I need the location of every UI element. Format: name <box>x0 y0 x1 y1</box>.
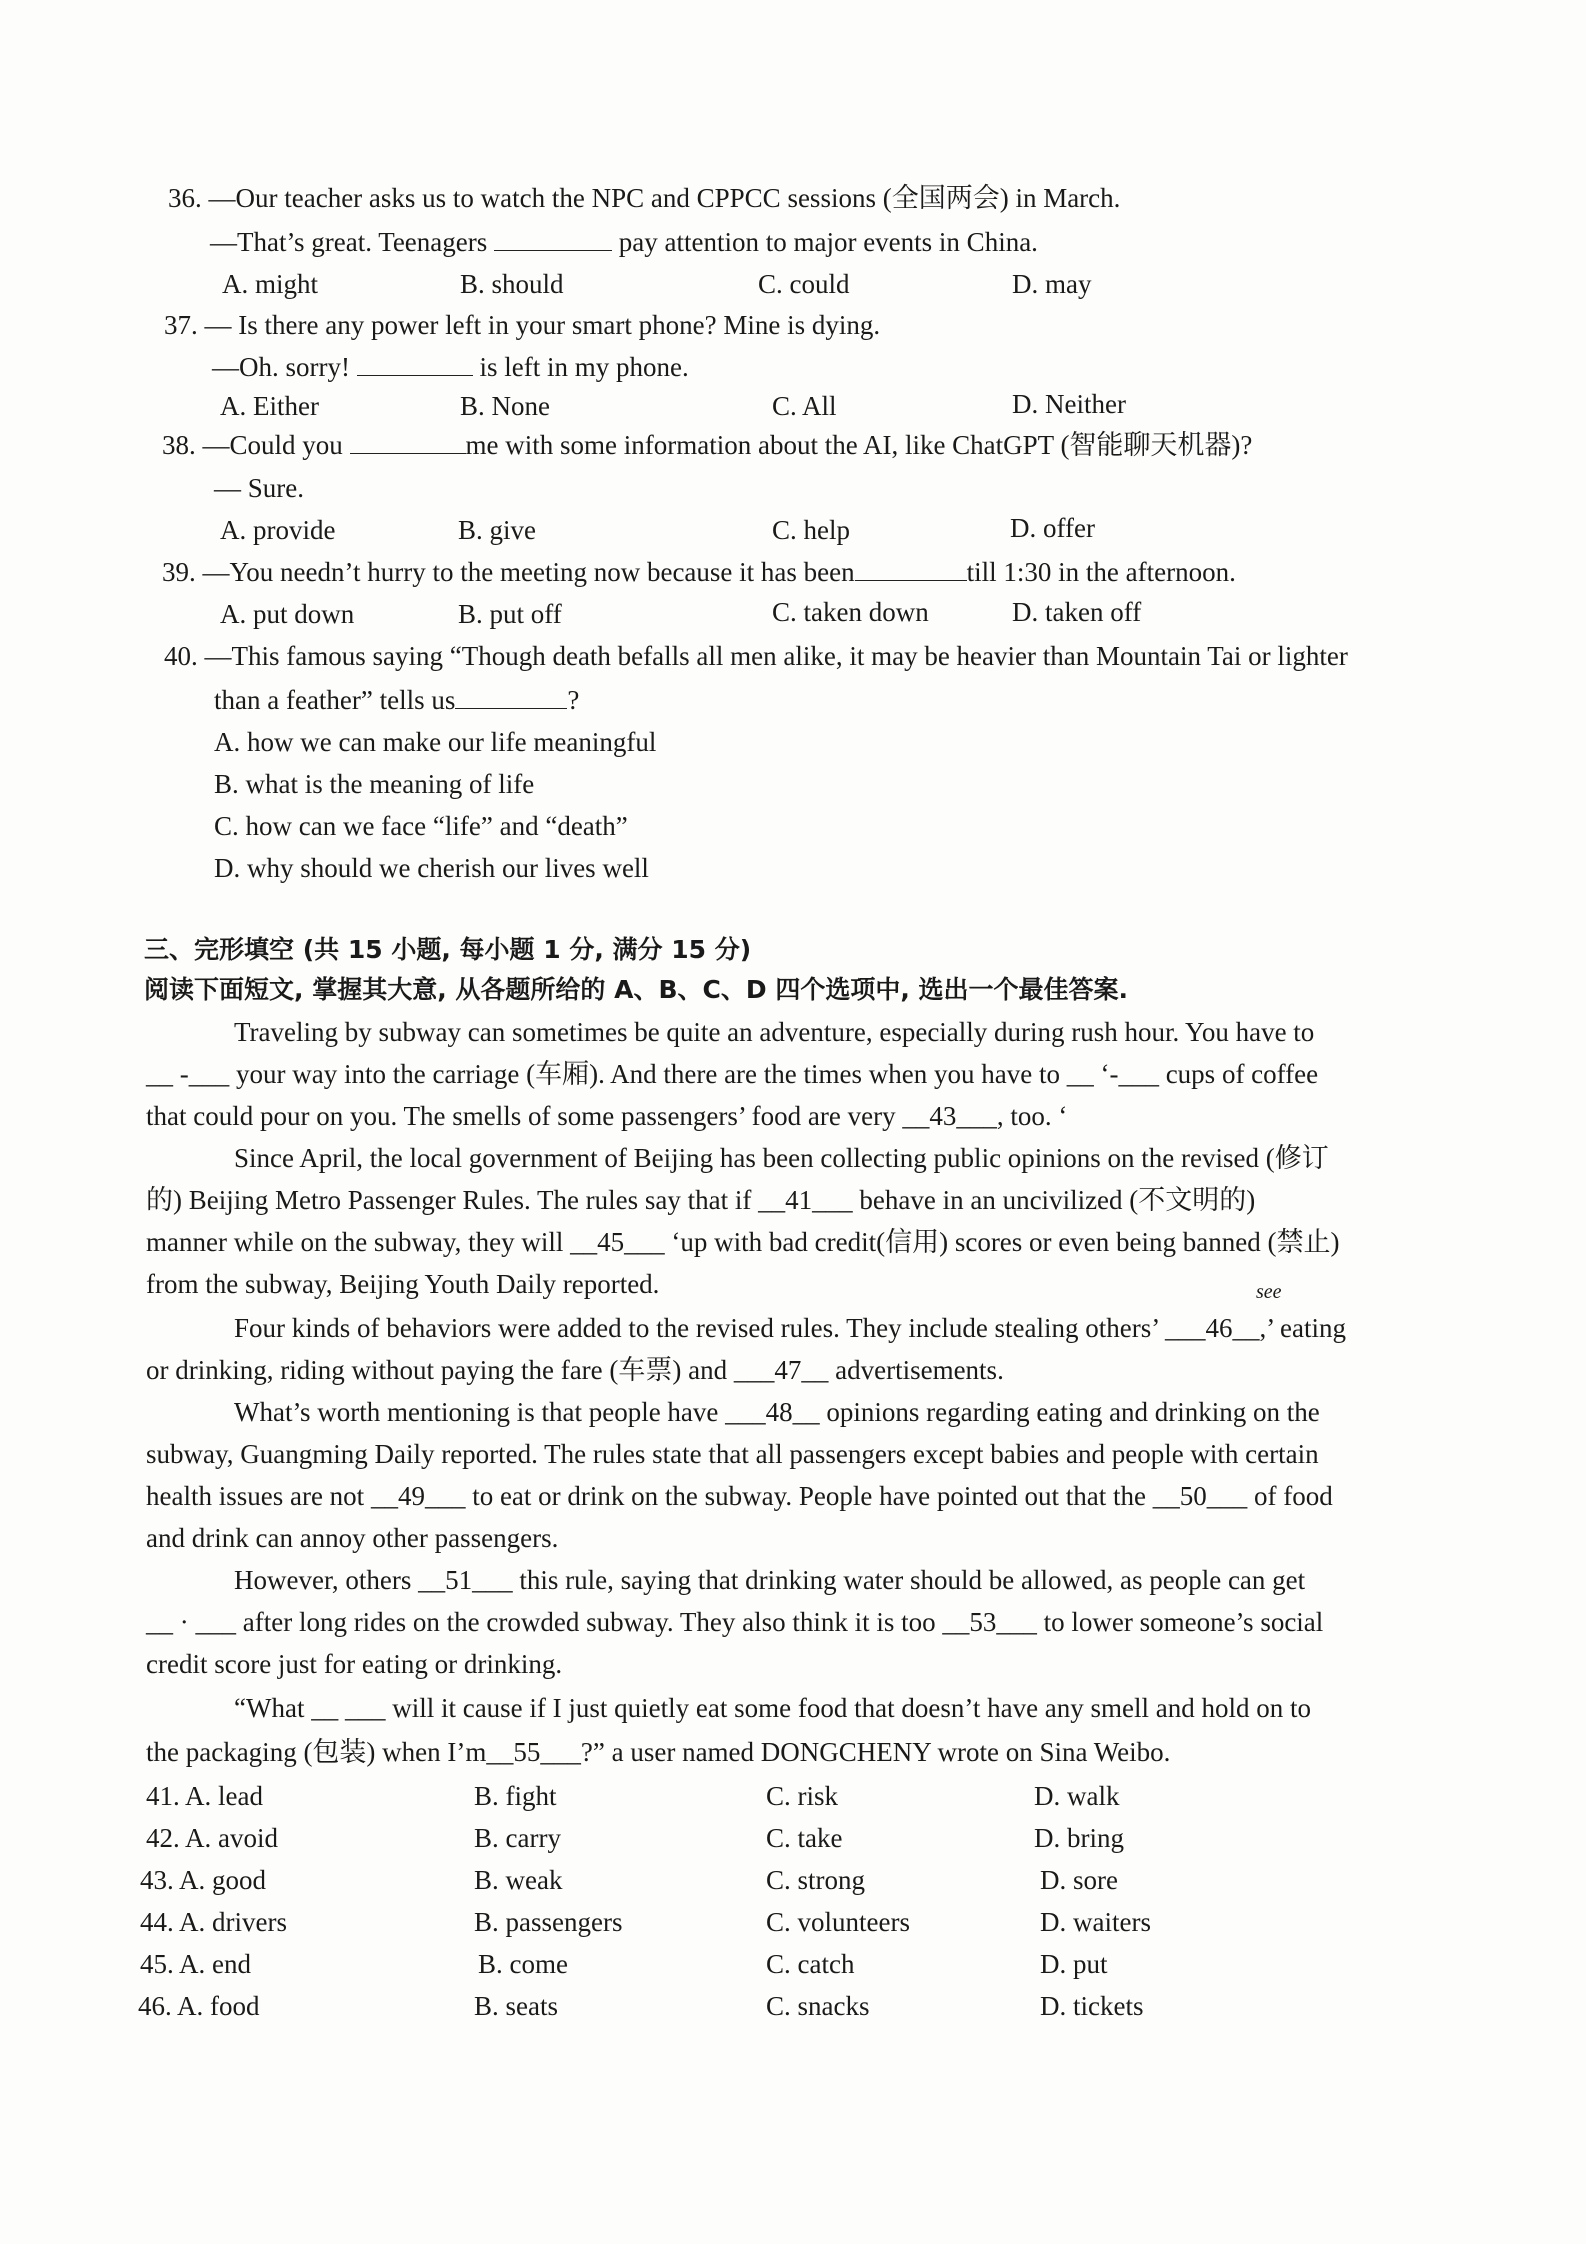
passage-line: the packaging (包装) when I’m__55___?” a user named DONGCHENY wrote on Sina Weibo. <box>146 1737 1171 1767</box>
answer-46-c: C. snacks <box>766 1991 870 2021</box>
answer-43-c: C. strong <box>766 1865 866 1895</box>
passage-line: subway, Guangming Daily reported. The rules state that all passengers except babies and people with certain <box>146 1439 1319 1469</box>
answer-44-b: B. passengers <box>474 1907 623 1937</box>
option-37-c: C. All <box>772 391 837 421</box>
option-37-a: A. Either <box>220 391 319 421</box>
question-37-reply: —Oh. sorry! is left in my phone. <box>212 352 689 382</box>
answer-42-d: D. bring <box>1034 1823 1124 1853</box>
answer-44-c: C. volunteers <box>766 1907 910 1937</box>
passage-line: Four kinds of behaviors were added to the revised rules. They include stealing others’ ___46__,’ eating <box>234 1313 1346 1343</box>
option-36-a: A. might <box>222 269 319 299</box>
passage-line: However, others __51___ this rule, saying that drinking water should be allowed, as people can get <box>234 1565 1306 1595</box>
answer-43-d: D. sore <box>1040 1865 1118 1895</box>
answer-45-d: D. put <box>1040 1949 1108 1979</box>
answer-42-c: C. take <box>766 1823 843 1853</box>
option-40-b: B. what is the meaning of life <box>214 769 535 799</box>
answer-45-b: B. come <box>478 1949 568 1979</box>
option-37-b: B. None <box>460 391 550 421</box>
option-38-b: B. give <box>458 515 536 545</box>
question-37: 37. — Is there any power left in your smart phone? Mine is dying. <box>164 310 881 340</box>
question-40: 40. —This famous saying “Though death befalls all men alike, it may be heavier than Mountain Tai or lighter <box>164 641 1348 671</box>
option-38-c: C. help <box>772 515 850 545</box>
question-38-reply: — Sure. <box>214 473 304 503</box>
passage-line: Since April, the local government of Beijing has been collecting public opinions on the revised (修订 <box>234 1143 1329 1173</box>
option-40-c: C. how can we face “life” and “death” <box>214 811 628 841</box>
option-40-a: A. how we can make our life meaningful <box>214 727 657 757</box>
question-38: 38. —Could you me with some information about the AI, like ChatGPT (智能聊天机器)? <box>162 430 1253 460</box>
option-38-d: D. offer <box>1010 513 1095 543</box>
answer-41-b: B. fight <box>474 1781 557 1811</box>
answer-41-d: D. walk <box>1034 1781 1120 1811</box>
passage-line: credit score just for eating or drinking. <box>146 1649 563 1679</box>
option-36-b: B. should <box>460 269 564 299</box>
passage-line: 的) Beijing Metro Passenger Rules. The rules say that if __41___ behave in an uncivilized (不文明的) <box>146 1185 1256 1215</box>
option-39-c: C. taken down <box>772 597 929 627</box>
passage-line: from the subway, Beijing Youth Daily reported. <box>146 1269 660 1299</box>
passage-line: __ -___ your way into the carriage (车厢). And there are the times when you have to __ ‘-___ cups of coffee <box>146 1059 1319 1089</box>
passage-line: manner while on the subway, they will __45___ ‘up with bad credit(信用) scores or even being banned (禁止) <box>146 1227 1340 1257</box>
answer-44-a: 44. A. drivers <box>140 1907 287 1937</box>
option-39-a: A. put down <box>220 599 355 629</box>
option-36-c: C. could <box>758 269 850 299</box>
answer-43-a: 43. A. good <box>140 1865 267 1895</box>
answer-45-a: 45. A. end <box>140 1949 251 1979</box>
option-36-d: D. may <box>1012 269 1092 299</box>
answer-46-b: B. seats <box>474 1991 558 2021</box>
option-39-d: D. taken off <box>1012 597 1142 627</box>
passage-line: Traveling by subway can sometimes be quite an adventure, especially during rush hour. You have to <box>234 1017 1315 1047</box>
option-37-d: D. Neither <box>1012 389 1126 419</box>
option-39-b: B. put off <box>458 599 562 629</box>
option-40-d: D. why should we cherish our lives well <box>214 853 649 883</box>
answer-42-b: B. carry <box>474 1823 561 1853</box>
passage-line: and drink can annoy other passengers. <box>146 1523 559 1553</box>
answer-42-a: 42. A. avoid <box>146 1823 278 1853</box>
question-36: 36. —Our teacher asks us to watch the NPC and CPPCC sessions (全国两会) in March. <box>168 183 1121 213</box>
passage-line: or drinking, riding without paying the fare (车票) and ___47__ advertisements. <box>146 1355 1004 1385</box>
question-39: 39. —You needn’t hurry to the meeting now because it has been till 1:30 in the afternoon. <box>162 557 1236 587</box>
answer-46-a: 46. A. food <box>138 1991 260 2021</box>
answer-41-c: C. risk <box>766 1781 839 1811</box>
answer-43-b: B. weak <box>474 1865 563 1895</box>
passage-line: What’s worth mentioning is that people have ___48__ opinions regarding eating and drinking on the <box>234 1397 1320 1427</box>
section-heading: 三、完形填空 (共 15 小题, 每小题 1 分, 满分 15 分) <box>144 935 752 964</box>
handwritten-annotation: see <box>1256 1281 1282 1303</box>
answer-41-a: 41. A. lead <box>146 1781 263 1811</box>
section-instruction: 阅读下面短文, 掌握其大意, 从各题所给的 A、B、C、D 四个选项中, 选出一个最佳答案. <box>144 975 1129 1004</box>
passage-line: health issues are not __49___ to eat or drink on the subway. People have pointed out that the __50___ of food <box>146 1481 1333 1511</box>
passage-line: __ · ___ after long rides on the crowded subway. They also think it is too __53___ to lower someone’s social <box>146 1607 1324 1637</box>
answer-44-d: D. waiters <box>1040 1907 1151 1937</box>
passage-line: that could pour on you. The smells of some passengers’ food are very __43___, too. ‘ <box>146 1101 1068 1131</box>
question-36-reply: —That’s great. Teenagers pay attention to major events in China. <box>210 227 1038 257</box>
answer-46-d: D. tickets <box>1040 1991 1144 2021</box>
answer-45-c: C. catch <box>766 1949 855 1979</box>
option-38-a: A. provide <box>220 515 336 545</box>
question-40-cont: than a feather” tells us ? <box>214 685 580 715</box>
passage-line: “What __ ___ will it cause if I just quietly eat some food that doesn’t have any smell and hold on to <box>234 1693 1312 1723</box>
